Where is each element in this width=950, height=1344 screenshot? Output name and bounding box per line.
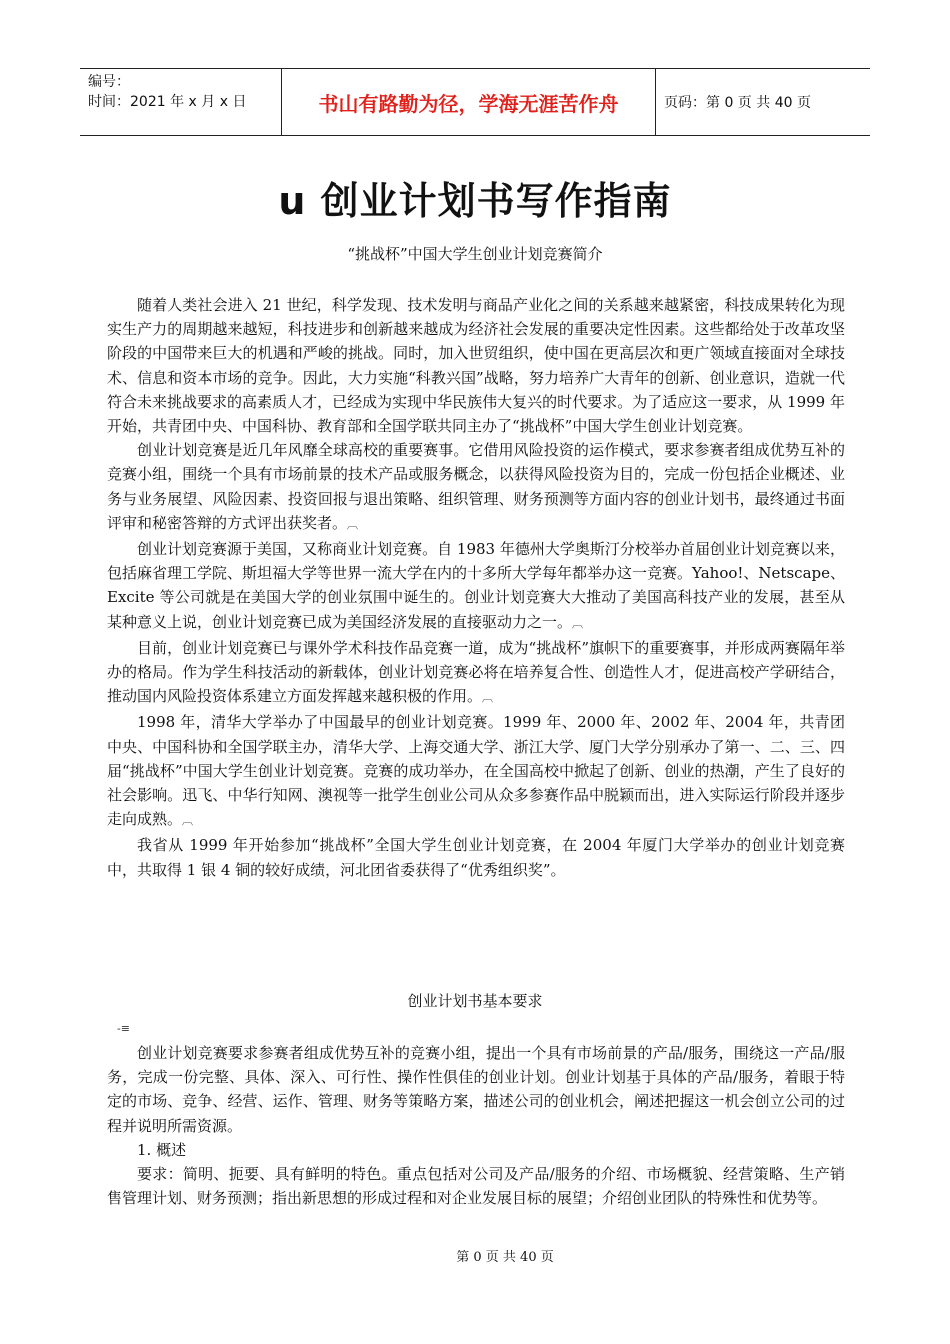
section-marker: -≡ — [117, 1022, 130, 1035]
number-label: 编号： — [88, 74, 130, 90]
header-motto: 书山有路勤为径，学海无涯苦作舟 — [282, 69, 656, 135]
section1-heading: “挑战杯”中国大学生创业计划竞赛简介 — [347, 245, 603, 263]
paragraph: 创业计划竞赛是近几年风靡全球高校的重要赛事。它借用风险投资的运作模式，要求参赛者组成优势互补的竞赛小组，围绕一个具有市场前景的技术产品或服务概念，以获得风险投资为目的，完成一份包括企业概述、业务与业务展望、风险因素、投资回报与退出策略、组织管理、财务预测等方面内容的创业计划书，最终通过书面评审和秘密答辩的方式评出获奖者。︹ — [107, 441, 845, 532]
subsection-heading: 1. 概述 — [137, 1140, 187, 1159]
paragraph: 创业计划竞赛源于美国，又称商业计划竞赛。自 1983 年德州大学奥斯汀分校举办首届创业计划竞赛以来，包括麻省理工学院、斯坦福大学等世界一流大学在内的十多所大学每年都举办这一竞赛。Yahoo!、Netscape、Excite 等公司就是在美国大学的创业氛围中诞生的。创业计划竞赛大大推动了美国高科技产业的发展，甚至从某种意义上说，创业计划竞赛已成为美国经济发展的直接驱动力之一。︹ — [107, 540, 845, 631]
section1-body — [107, 293, 845, 882]
paragraph: 目前，创业计划竞赛已与课外学术科技作品竞赛一道，成为“挑战杯”旗帜下的重要赛事，并形成两赛隔年举办的格局。作为学生科技活动的新载体，创业计划竞赛必将在培养复合性、创造性人才，促进高校产学研结合，推动国内风险投资体系建立方面发挥越来越积极的作用。︹ — [107, 638, 845, 706]
paragraph-mark: ︹ — [182, 814, 193, 828]
paragraph: 要求：简明、扼要、具有鲜明的特色。重点包括对公司及产品/服务的介绍、市场概貌、经营策略、生产销售管理计划、财务预测；指出新思想的形成过程和对企业发展目标的展望；介绍创业团队的特殊性和优势等。 — [107, 1165, 845, 1208]
section2-body — [107, 1041, 845, 1210]
document-title: u 创业计划书写作指南 — [278, 179, 672, 223]
paragraph-mark: ︹ — [482, 691, 493, 705]
paragraph: 1998 年，清华大学举办了中国最早的创业计划竞赛。1999 年、2000 年、2002 年、2004 年，共青团中央、中国科协和全国学联主办，清华大学、上海交通大学、浙江大学、厦门大学分别承办了第一、二、三、四届“挑战杯”中国大学生创业计划竞赛。竞赛的成功举办，在全国高校中掀起了创新、创业的热潮，产生了良好的社会影响。迅飞、中华行知网、澳视等一批学生创业公司从众多参赛作品中脱颖而出，进入实际运行阶段并逐步走向成熟。︹ — [107, 713, 845, 829]
page-footer: 第 0 页 共 40 页 — [456, 1250, 554, 1265]
paragraph: 我省从 1999 年开始参加“挑战杯”全国大学生创业计划竞赛，在 2004 年厦门大学举办的创业计划竞赛中，共取得 1 银 4 铜的较好成绩，河北团省委获得了“优秀组织奖”。 — [107, 836, 845, 879]
section2-heading: 创业计划书基本要求 — [407, 992, 543, 1010]
paragraph: 创业计划竞赛要求参赛者组成优势互补的竞赛小组，提出一个具有市场前景的产品/服务，围绕这一产品/服务，完成一份完整、具体、深入、可行性、操作性俱佳的创业计划。创业计划基于具体的产品/服务，着眼于特定的市场、竞争、经营、运作、管理、财务等策略方案，描述公司的创业机会，阐述把握这一机会创立公司的过程并说明所需资源。 — [107, 1044, 845, 1135]
document-header — [80, 68, 870, 136]
header-page-info: 页码：第 0 页 共 40 页 — [664, 95, 811, 111]
time-label: 时间：2021 年 x 月 x 日 — [88, 94, 247, 110]
header-meta — [80, 69, 282, 135]
paragraph-mark: ︹ — [347, 517, 358, 531]
paragraph: 随着人类社会进入 21 世纪，科学发现、技术发明与商品产业化之间的关系越来越紧密，科技成果转化为现实生产力的周期越来越短，科技进步和创新越来越成为经济社会发展的重要决定性因素。这些都给处于改革攻坚阶段的中国带来巨大的机遇和严峻的挑战。同时，加入世贸组织，使中国在更高层次和更广领域直接面对全球技术、信息和资本市场的竞争。因此，大力实施“科教兴国”战略，努力培养广大青年的创新、创业意识，造就一代符合未来挑战要求的高素质人才，已经成为实现中华民族伟大复兴的时代要求。为了适应这一要求，从 1999 年开始，共青团中央、中国科协、教育部和全国学联共同主办了“挑战杯”中国大学生创业计划竞赛。 — [107, 296, 845, 436]
paragraph-mark: ︹ — [572, 616, 583, 630]
